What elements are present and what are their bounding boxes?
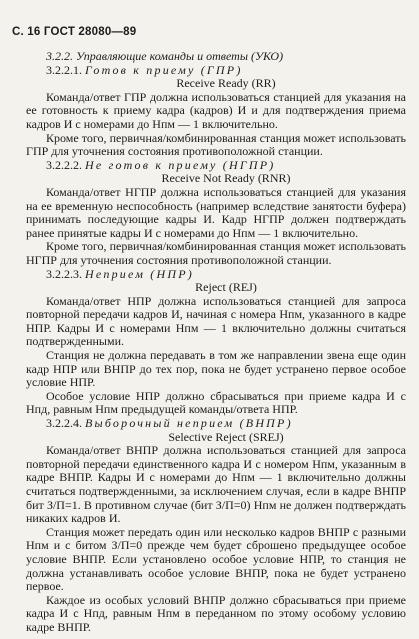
page-header: С. 16 ГОСТ 28080—89 xyxy=(12,26,137,38)
subsection-rnr-number: 3.2.2.2. xyxy=(46,157,82,172)
rej-paragraph-2: Станция не должна передавать в том же направлении звена еще один кадр НПР или ВНПР до тех пор, пока не будет устранено первое особое условие НПР. xyxy=(26,348,406,390)
subsection-srej-title: Выборочный неприем (ВНПР) xyxy=(85,416,293,431)
rnr-paragraph-2: Кроме того, первичная/комбинированная станция может использовать НГПР для уточнения состояния противоположной станции. xyxy=(26,239,406,267)
subsection-srej-heading xyxy=(26,417,406,431)
subsection-rr-english: Receive Ready (RR) xyxy=(176,76,276,91)
subsection-rnr-english: Receive Not Ready (RNR) xyxy=(161,171,291,186)
subsection-rnr-title: Не готов к приему (НГПР) xyxy=(85,157,276,172)
subsection-rej-heading xyxy=(26,268,406,282)
subsection-rej-number: 3.2.2.3. xyxy=(46,266,82,281)
subsection-rej-english: Reject (REJ) xyxy=(195,280,257,295)
section-heading-3-2-2: 3.2.2. Управляющие команды и ответы (УКО) xyxy=(46,49,284,63)
rej-paragraph-1: Команда/ответ НПР должна использоваться станцией для запроса повторной передачи кадров И, начиная с номера Нпм, указанного в кадре НПР. Кадры И с номерами Нпм — 1 включительно должны считаться подтвержденными. xyxy=(26,293,406,349)
rnr-paragraph-1: Команда/ответ НГПР должна использоваться станцией для указания на ее временную неспособность (например вследствие занятости буфера) принимать последующие кадры И. Кадр НГПР должен подтверждать ранее принятые кадры И с номерами до Нпм — 1 включительно. xyxy=(26,184,406,240)
srej-paragraph-2: Станция может передать один или несколько кадров ВНПР с разными Нпм и с битом З/П=0 прежде чем будет сброшено предыдущее особое условие ВНПР. Если установлено особое условие НПР, то станция не должна устанавливать особое условие ВНПР, пока не будет устранено первое. xyxy=(26,524,406,594)
rr-paragraph-1: Команда/ответ ГПР должна использоваться станцией для указания на ее готовность к приему кадра (кадров) И и для подтверждения приема кадров И с номерами до Нпм — 1 включительно. xyxy=(26,89,406,131)
srej-paragraph-1: Команда/ответ ВНПР должна использоваться станцией для запроса повторной передачи единственного кадра И с номером Нпм, указанным в кадре ВНПР. Кадры И с номерами до Нпм — 1 включительно должны считаться подтвержденными, за исключением случая, если в кадре ВНПР бит З/П=1. В противном случае (бит З/П=0) Нпм не должен подтверждать никаких кадров И. xyxy=(26,443,406,526)
subsection-rnr-heading xyxy=(26,159,406,173)
srej-paragraph-3: Каждое из особых условий ВНПР должно сбрасываться при приеме кадра И с Нпд, равным Нпм в переданном по этому особому условию кадре ВНПР. xyxy=(26,592,406,634)
document-body xyxy=(26,50,406,635)
subsection-rr-number: 3.2.2.1. xyxy=(46,62,82,77)
rej-paragraph-3: Особое условие НПР должно сбрасываться при приеме кадра И с Нпд, равным Нпм предыдущей команды/ответа НПР. xyxy=(26,388,406,417)
subsection-srej-english: Selective Reject (SREJ) xyxy=(168,429,284,444)
rr-paragraph-2: Кроме того, первичная/комбинированная станция может использовать ГПР для уточнения состояния противоположной станции. xyxy=(26,130,406,159)
subsection-rej-title: Неприем (НПР) xyxy=(85,266,194,281)
subsection-rr-heading xyxy=(26,64,406,78)
subsection-rr-title: Готов к приему (ГПР) xyxy=(85,62,243,77)
subsection-srej-number: 3.2.2.4. xyxy=(46,416,82,431)
